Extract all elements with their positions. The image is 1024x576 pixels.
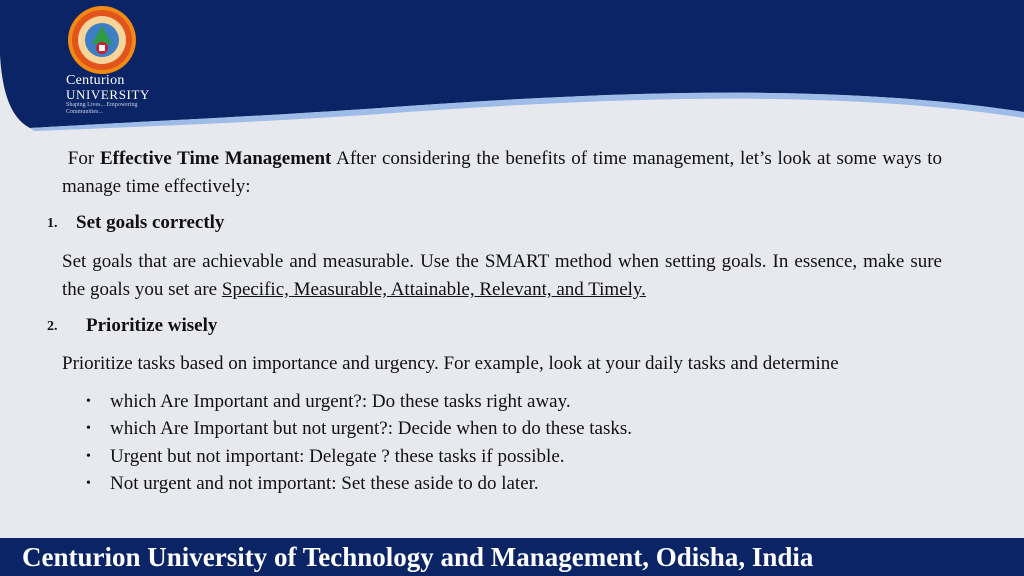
list-item-text: which Are Important and urgent?: Do these tasks right away. (110, 391, 571, 412)
logo-subtitle: UNIVERSITY (66, 87, 150, 102)
list-item-text: which Are Important but not urgent?: Decide when to do these tasks. (110, 418, 633, 439)
smart-criteria-text: Specific, Measurable, Attainable, Relevant, and Timely. (221, 279, 646, 300)
list-item (86, 443, 926, 471)
bullet-icon: • (86, 394, 91, 409)
item-2-paragraph: Prioritize tasks based on importance and urgency. For example, look at your daily tasks and determine (62, 353, 839, 374)
logo-name: Centurion (66, 73, 125, 88)
item-1-paragraph (62, 248, 942, 304)
list-item-text: Urgent but not important: Delegate ? these tasks if possible. (110, 446, 565, 467)
list-item (86, 415, 926, 443)
item-2-number: 2. (47, 319, 58, 334)
logo-tagline: Shaping Lives... Empowering Communities... (66, 102, 138, 115)
bullet-icon: • (86, 476, 91, 491)
list-item (86, 388, 926, 416)
intro-bold-term: Effective Time Management (99, 148, 332, 169)
item-1-text: Set goals that are achievable and measurable. Use the SMART method when setting goals. In essence, make sure the goals you set are (62, 251, 942, 300)
footer-bar (0, 538, 1024, 576)
intro-paragraph (62, 145, 942, 201)
list-item-text: Not urgent and not important: Set these aside to do later. (110, 473, 539, 494)
item-2-heading: Prioritize wisely (86, 315, 218, 336)
bullet-icon: • (86, 421, 91, 436)
intro-text: After considering the benefits of time management, let’s look at some ways to manage time effectively: (62, 148, 943, 197)
bullet-icon: • (86, 449, 91, 464)
intro-prefix: For (67, 148, 95, 169)
list-item (86, 470, 926, 498)
item-1-heading: Set goals correctly (76, 212, 225, 233)
footer-text: Centurion University of Technology and Management, Odisha, India (22, 542, 814, 572)
item-1-number: 1. (47, 216, 58, 231)
